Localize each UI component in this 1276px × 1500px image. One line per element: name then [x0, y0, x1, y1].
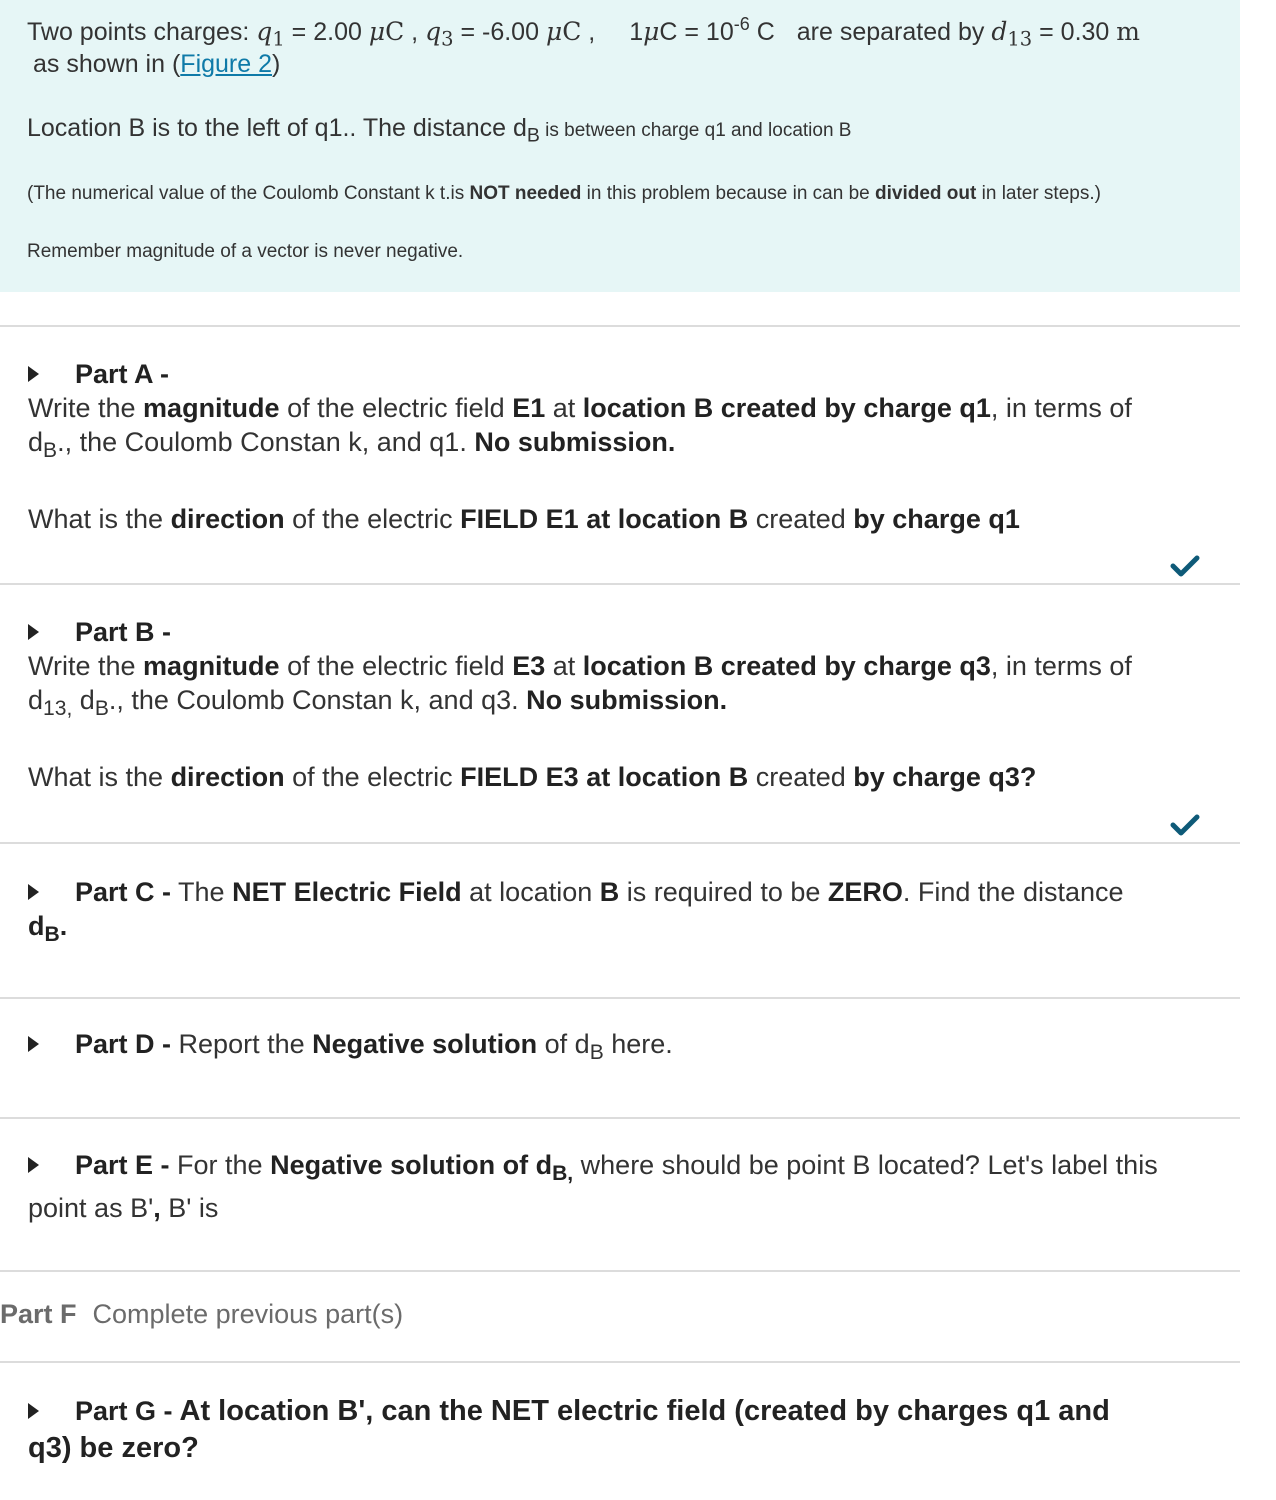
part-b-bold: direction: [170, 761, 285, 792]
part-f-locked: [0, 1299, 403, 1330]
part-b-text: d: [72, 685, 95, 715]
d13-value: = 0.30: [1032, 17, 1117, 46]
divider: [0, 997, 1240, 999]
part-b-direction-question: [28, 760, 1218, 794]
part-a-bold: direction: [170, 503, 285, 534]
part-b[interactable]: [28, 615, 1218, 794]
part-d-label: Part D -: [75, 1029, 172, 1059]
part-d-bold: Negative solution: [312, 1029, 538, 1059]
part-b-text: created: [748, 761, 854, 792]
q1-subscript: 1: [272, 27, 285, 51]
part-c-label: Part C -: [75, 877, 172, 907]
divider: [0, 1270, 1240, 1272]
part-d-text: Report the: [171, 1029, 313, 1059]
figure-ref-prefix: as shown in (: [33, 50, 181, 78]
separator: ,: [404, 17, 426, 46]
part-a-prompt-cont: [28, 425, 1218, 468]
part-b-text: , in terms of: [990, 651, 1132, 681]
part-b-text: of the electric: [284, 761, 461, 792]
part-e-header[interactable]: [28, 1148, 1218, 1191]
figure-reference-line: [33, 50, 280, 79]
remember-line: Remember magnitude of a vector is never negative.: [27, 241, 464, 262]
part-b-text: at: [545, 651, 583, 681]
coulomb-note-line: [27, 183, 1101, 205]
part-e-label: Part E -: [75, 1150, 170, 1180]
part-b-subscript: B: [94, 696, 109, 720]
part-b-prompt-cont: [28, 683, 1218, 726]
part-a-text: Write the: [28, 393, 144, 423]
part-c-header[interactable]: [28, 875, 1218, 909]
part-e-bold: Negative solution of d: [270, 1150, 553, 1180]
part-a-bold: FIELD E1 at location B: [460, 503, 749, 534]
note-suffix: in later steps.): [976, 183, 1101, 204]
part-g-prompt-cont: [28, 1430, 1218, 1467]
part-c-bold: ZERO: [827, 877, 903, 907]
part-f-label: Part F: [0, 1299, 77, 1329]
part-g-header[interactable]: [28, 1393, 1218, 1430]
part-b-bold: E3: [512, 651, 546, 681]
figure-2-link[interactable]: Figure 2: [180, 50, 273, 78]
part-c-bold: d: [28, 911, 45, 941]
uc-def-unit: C: [749, 17, 775, 46]
q1-symbol: q: [256, 16, 273, 46]
divider: [0, 325, 1240, 327]
note-bold-not-needed: NOT needed: [469, 183, 582, 204]
part-a-text: of the electric field: [279, 393, 513, 423]
part-a-direction-question: [28, 502, 1218, 536]
part-g-question: q3) be zero?: [28, 1432, 199, 1464]
part-d-text: of d: [537, 1029, 590, 1059]
part-c-bold: NET Electric Field: [232, 877, 462, 907]
part-b-label: Part B -: [75, 617, 172, 647]
note-prefix: (The numerical value of the Coulomb Constant k t.is: [27, 183, 470, 204]
q3-subscript: 3: [441, 27, 454, 51]
divider: [0, 842, 1240, 844]
part-e-text: point as B': [28, 1192, 154, 1223]
q1-unit: C: [385, 16, 405, 46]
part-a-text: created: [748, 503, 854, 534]
part-a-text: What is the: [28, 503, 171, 534]
uc-def-exponent: -6: [733, 14, 750, 34]
part-g[interactable]: [28, 1393, 1218, 1467]
expand-arrow-icon[interactable]: [28, 884, 39, 900]
part-b-text: ., the Coulomb Constan k, and q3.: [108, 685, 527, 715]
q1-value: = 2.00: [284, 17, 369, 46]
location-line: [27, 114, 851, 147]
part-e-text: For the: [169, 1150, 271, 1180]
part-b-text: d: [28, 685, 44, 715]
q3-value: = -6.00: [453, 17, 546, 46]
charges-line: [27, 14, 1140, 50]
uc-def-mid: C = 10: [659, 17, 734, 46]
part-a-no-submission: No submission.: [474, 427, 676, 457]
part-e-subscript: B,: [552, 1161, 574, 1185]
part-g-question: At location B', can the NET electric field (created by charges q1 and: [172, 1395, 1110, 1427]
figure-ref-suffix: ): [272, 50, 281, 78]
q3-unit: C: [562, 16, 582, 46]
d13-unit: m: [1116, 16, 1141, 46]
part-a-label: Part A -: [75, 359, 170, 389]
divider: [0, 1361, 1240, 1363]
part-e-bold: ,: [153, 1192, 161, 1223]
part-a-text: at: [545, 393, 583, 423]
part-a-bold: by charge q1: [853, 503, 1020, 534]
problem-statement-panel: [0, 0, 1240, 292]
part-d-text: here.: [603, 1029, 673, 1059]
uc-def-mu: μ: [643, 16, 660, 46]
part-b-prompt: [28, 649, 1218, 683]
part-c-text: at location: [461, 877, 600, 907]
divider: [0, 1117, 1240, 1119]
expand-arrow-icon[interactable]: [28, 1036, 39, 1052]
q1-mu: μ: [368, 16, 386, 46]
part-e-text: B' is: [160, 1192, 219, 1223]
part-b-bold: FIELD E3 at location B: [460, 761, 749, 792]
part-a-bold: magnitude: [143, 393, 280, 423]
part-d-subscript: B: [589, 1040, 604, 1064]
part-a-text: of the electric: [284, 503, 461, 534]
part-b-text: of the electric field: [279, 651, 513, 681]
part-b-no-submission: No submission.: [526, 685, 728, 715]
q3-symbol: q: [425, 16, 442, 46]
part-b-bold: magnitude: [143, 651, 280, 681]
part-c[interactable]: [28, 875, 1218, 952]
part-a-text: d: [28, 427, 44, 457]
part-a-prompt: [28, 391, 1218, 425]
part-b-bold: location B created by charge q3: [582, 651, 991, 681]
separated-text: are separated by: [796, 17, 992, 46]
part-a-text: ., the Coulomb Constan k, and q1.: [57, 427, 475, 457]
part-e[interactable]: [28, 1148, 1218, 1225]
part-b-text: Write the: [28, 651, 144, 681]
d13-symbol: d: [991, 16, 1008, 46]
part-g-label: Part G -: [75, 1396, 173, 1426]
checkmark-icon: [1170, 554, 1200, 578]
part-c-prompt-cont: [28, 909, 1218, 952]
q3-comma: ,: [581, 17, 596, 46]
part-c-text: . Find the distance: [902, 877, 1124, 907]
charges-intro-text: Two points charges:: [27, 17, 257, 46]
location-subscript: B: [526, 124, 540, 147]
note-bold-divided-out: divided out: [875, 183, 977, 204]
expand-arrow-icon[interactable]: [28, 1157, 39, 1173]
expand-arrow-icon[interactable]: [28, 1403, 39, 1419]
expand-arrow-icon[interactable]: [28, 366, 39, 382]
part-b-subscript: 13,: [43, 696, 73, 720]
q3-mu: μ: [545, 16, 563, 46]
part-b-header[interactable]: [28, 615, 1218, 649]
part-c-bold: B: [599, 877, 620, 907]
part-e-prompt-cont: [28, 1191, 1218, 1225]
part-c-bold: .: [59, 911, 68, 941]
part-c-subscript: B: [44, 922, 60, 946]
location-small-text: is between charge q1 and location B: [539, 120, 852, 141]
part-a[interactable]: [28, 357, 1218, 536]
part-f-status: Complete previous part(s): [92, 1299, 404, 1329]
expand-arrow-icon[interactable]: [28, 624, 39, 640]
part-b-bold: by charge q3?: [853, 761, 1037, 792]
part-b-text: What is the: [28, 761, 171, 792]
part-c-text: is required to be: [619, 877, 828, 907]
part-e-text: where should be point B located? Let's label this: [573, 1150, 1158, 1180]
part-a-bold: E1: [512, 393, 546, 423]
divider: [0, 583, 1240, 585]
part-a-text: , in terms of: [990, 393, 1132, 423]
checkmark-icon: [1170, 813, 1200, 837]
location-text: Location B is to the left of q1.. The distance d: [27, 114, 527, 142]
note-mid: in this problem because in can be: [581, 183, 876, 204]
part-a-header[interactable]: [28, 357, 1218, 391]
part-d[interactable]: [28, 1027, 1218, 1070]
part-a-subscript: B: [43, 438, 58, 462]
uc-def-one: 1: [629, 17, 644, 46]
d13-subscript: 13: [1007, 27, 1033, 51]
part-d-header[interactable]: [28, 1027, 1218, 1070]
part-a-bold: location B created by charge q1: [582, 393, 991, 423]
part-c-text: The: [171, 877, 233, 907]
